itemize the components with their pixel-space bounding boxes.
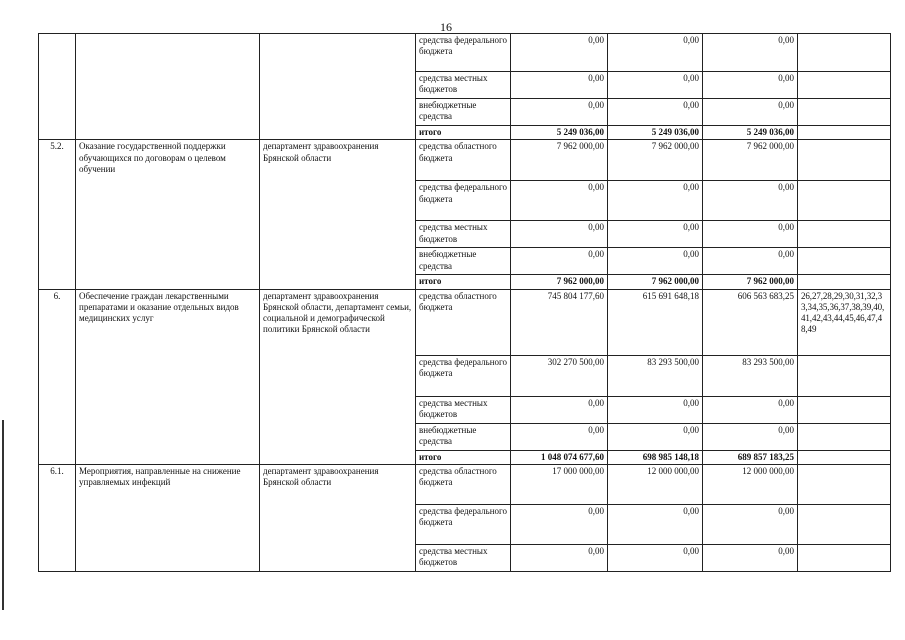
notes-cell bbox=[798, 181, 891, 221]
value-cell: 0,00 bbox=[511, 423, 608, 450]
value-cell: 0,00 bbox=[703, 72, 798, 99]
table-row bbox=[39, 140, 891, 181]
value-cell: 0,00 bbox=[511, 504, 608, 544]
value-cell: 83 293 500,00 bbox=[608, 355, 703, 396]
total-cell: 1 048 074 677,60 bbox=[511, 450, 608, 464]
notes-cell bbox=[798, 544, 891, 571]
value-cell: 12 000 000,00 bbox=[703, 464, 798, 504]
table-row bbox=[39, 289, 891, 355]
notes-cell bbox=[798, 221, 891, 248]
value-cell: 0,00 bbox=[511, 221, 608, 248]
notes-cell bbox=[798, 140, 891, 181]
value-cell: 0,00 bbox=[511, 396, 608, 423]
item-executor: департамент здравоохранения Брянской области bbox=[260, 140, 416, 289]
value-cell: 0,00 bbox=[608, 504, 703, 544]
notes-cell bbox=[798, 396, 891, 423]
source-label: средства федерального бюджета bbox=[416, 355, 511, 396]
value-cell: 0,00 bbox=[703, 504, 798, 544]
cell-name bbox=[76, 34, 260, 140]
value-cell: 302 270 500,00 bbox=[511, 355, 608, 396]
value-cell: 0,00 bbox=[511, 72, 608, 99]
notes-cell bbox=[798, 450, 891, 464]
total-cell: 689 857 183,25 bbox=[703, 450, 798, 464]
notes-cell bbox=[798, 72, 891, 99]
value-cell: 0,00 bbox=[703, 221, 798, 248]
notes-cell bbox=[798, 34, 891, 72]
value-cell: 0,00 bbox=[511, 34, 608, 72]
value-cell: 12 000 000,00 bbox=[608, 464, 703, 504]
notes-cell bbox=[798, 355, 891, 396]
source-label: средства федерального бюджета bbox=[416, 34, 511, 72]
notes-cell bbox=[798, 423, 891, 450]
item-executor: департамент здравоохранения Брянской области, департамент семьи, социальной и демографической политики Брянской области bbox=[260, 289, 416, 464]
notes-cell bbox=[798, 275, 891, 289]
value-cell: 0,00 bbox=[511, 248, 608, 275]
value-cell: 0,00 bbox=[511, 181, 608, 221]
source-label: средства местных бюджетов bbox=[416, 544, 511, 571]
value-cell: 0,00 bbox=[703, 248, 798, 275]
value-cell: 0,00 bbox=[608, 248, 703, 275]
item-name: Оказание государственной поддержки обучающихся по договорам о целевом обучении bbox=[76, 140, 260, 289]
value-cell: 0,00 bbox=[703, 181, 798, 221]
notes-cell bbox=[798, 126, 891, 140]
budget-table bbox=[38, 33, 891, 572]
value-cell: 0,00 bbox=[703, 396, 798, 423]
source-label: итого bbox=[416, 275, 511, 289]
value-cell: 0,00 bbox=[703, 34, 798, 72]
item-name: Мероприятия, направленные на снижение управляемых инфекций bbox=[76, 464, 260, 571]
value-cell: 615 691 648,18 bbox=[608, 289, 703, 355]
page-number: 16 bbox=[440, 20, 452, 34]
item-number: 6.1. bbox=[39, 464, 76, 571]
value-cell: 0,00 bbox=[511, 544, 608, 571]
total-cell: 7 962 000,00 bbox=[608, 275, 703, 289]
item-number: 6. bbox=[39, 289, 76, 464]
value-cell: 0,00 bbox=[608, 221, 703, 248]
cell-no bbox=[39, 34, 76, 140]
value-cell: 0,00 bbox=[608, 423, 703, 450]
source-label: внебюджетные средства bbox=[416, 423, 511, 450]
value-cell: 0,00 bbox=[608, 544, 703, 571]
notes-cell bbox=[798, 99, 891, 126]
source-label: средства федерального бюджета bbox=[416, 504, 511, 544]
total-cell: 7 962 000,00 bbox=[511, 275, 608, 289]
source-label: итого bbox=[416, 126, 511, 140]
source-label: внебюджетные средства bbox=[416, 248, 511, 275]
value-cell: 0,00 bbox=[511, 99, 608, 126]
value-cell: 0,00 bbox=[608, 99, 703, 126]
cell-exec bbox=[260, 34, 416, 140]
source-label: средства местных бюджетов bbox=[416, 72, 511, 99]
total-cell: 5 249 036,00 bbox=[511, 126, 608, 140]
total-cell: 5 249 036,00 bbox=[608, 126, 703, 140]
value-cell: 7 962 000,00 bbox=[511, 140, 608, 181]
item-name: Обеспечение граждан лекарственными препаратами и оказание отдельных видов медицинских услуг bbox=[76, 289, 260, 464]
source-label: средства областного бюджета bbox=[416, 289, 511, 355]
item-number: 5.2. bbox=[39, 140, 76, 289]
total-cell: 5 249 036,00 bbox=[703, 126, 798, 140]
notes-cell bbox=[798, 504, 891, 544]
total-cell: 7 962 000,00 bbox=[703, 275, 798, 289]
value-cell: 745 804 177,60 bbox=[511, 289, 608, 355]
value-cell: 0,00 bbox=[703, 423, 798, 450]
value-cell: 7 962 000,00 bbox=[608, 140, 703, 181]
value-cell: 7 962 000,00 bbox=[703, 140, 798, 181]
source-label: средства федерального бюджета bbox=[416, 181, 511, 221]
source-label: внебюджетные средства bbox=[416, 99, 511, 126]
value-cell: 17 000 000,00 bbox=[511, 464, 608, 504]
value-cell: 0,00 bbox=[608, 34, 703, 72]
value-cell: 0,00 bbox=[608, 72, 703, 99]
value-cell: 606 563 683,25 bbox=[703, 289, 798, 355]
value-cell: 0,00 bbox=[703, 99, 798, 126]
value-cell: 0,00 bbox=[608, 181, 703, 221]
source-label: средства областного бюджета bbox=[416, 140, 511, 181]
value-cell: 0,00 bbox=[608, 396, 703, 423]
source-label: средства местных бюджетов bbox=[416, 396, 511, 423]
source-label: средства областного бюджета bbox=[416, 464, 511, 504]
table-row bbox=[39, 34, 891, 72]
item-executor: департамент здравоохранения Брянской области bbox=[260, 464, 416, 571]
notes-cell bbox=[798, 248, 891, 275]
value-cell: 83 293 500,00 bbox=[703, 355, 798, 396]
source-label: средства местных бюджетов bbox=[416, 221, 511, 248]
value-cell: 0,00 bbox=[703, 544, 798, 571]
indicator-numbers: 26,27,28,29,30,31,32,33,34,35,36,37,38,39,40,41,42,43,44,45,46,47,48,49 bbox=[798, 289, 891, 355]
source-label: итого bbox=[416, 450, 511, 464]
scan-margin-line bbox=[2, 420, 4, 610]
notes-cell bbox=[798, 464, 891, 504]
table-row bbox=[39, 464, 891, 504]
total-cell: 698 985 148,18 bbox=[608, 450, 703, 464]
